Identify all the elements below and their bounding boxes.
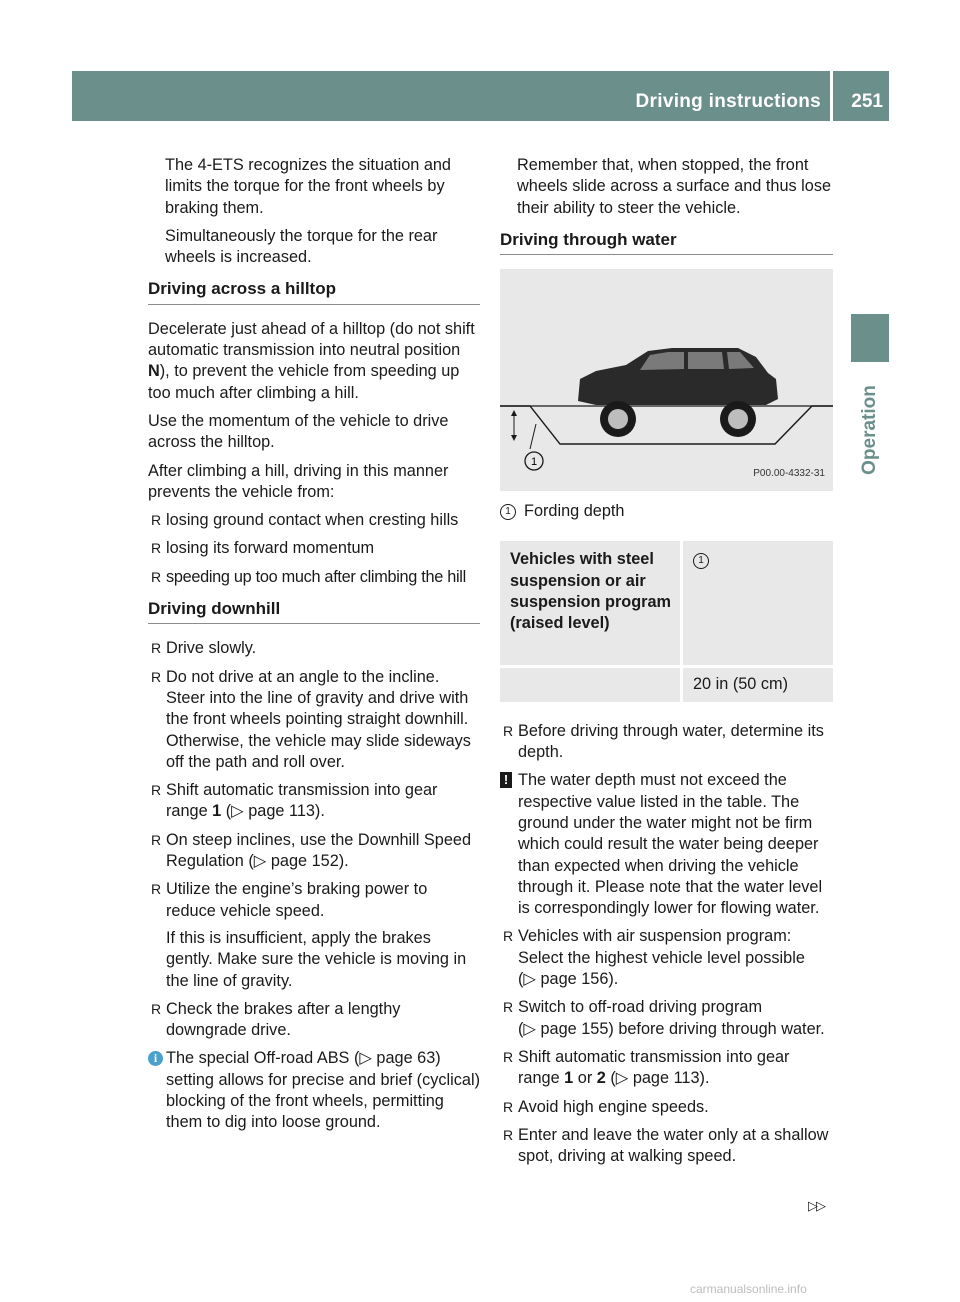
bullet-marker: R [151, 831, 162, 848]
vehicle-illustration [578, 348, 778, 437]
header-bar [72, 71, 889, 121]
table-row [500, 668, 833, 701]
page-ref-link[interactable]: (▷ page 113). [610, 1069, 710, 1088]
list-item: R Check the brakes after a lengthy downgrade drive. [151, 999, 401, 1040]
fording-diagram-svg [500, 269, 833, 491]
bullet-marker: R [503, 722, 514, 739]
list-item: R Enter and leave the water only at a shallow spot, driving at walking speed. [503, 1125, 829, 1166]
continued-arrow-icon: ▷▷ [808, 1198, 824, 1213]
bullet-marker: R [503, 999, 514, 1016]
page-ref-link[interactable]: (▷ page 113). [225, 802, 325, 821]
figure-caption: 1 Fording depth [500, 501, 833, 522]
table-row [500, 541, 833, 665]
list-item: R losing ground contact when cresting hills [148, 510, 480, 531]
bullet-marker: R [151, 640, 162, 657]
hilltop-para-2: Use the momentum of the vehicle to drive across the hilltop. [148, 411, 449, 452]
callout-1-icon: 1 [500, 504, 516, 520]
heading-downhill: Driving downhill [148, 598, 480, 624]
bullet-marker: R [151, 568, 161, 585]
side-tab-label: Operation [859, 385, 880, 475]
list-item: R Shift automatic transmission into gear range 1 or 2 (▷ page 113). [503, 1047, 790, 1088]
list-item-subtext: If this is insufficient, apply the brakes gently. Make sure the vehicle is moving in the line of gravity. [166, 928, 467, 990]
list-item: R Do not drive at an angle to the incline. Steer into the line of gravity and drive with the front wheels pointing straight downhill. Otherwise, the vehicle may slide sideways off the path and roll over. [151, 667, 471, 771]
header-divider [830, 71, 833, 121]
figure-code: P00.00-4332-31 [753, 467, 825, 479]
bullet-marker: R [151, 1000, 162, 1017]
page-ref-link[interactable]: (▷ page 152). [248, 852, 349, 871]
section-title: Driving instructions [635, 91, 821, 112]
right-column [500, 155, 833, 1174]
page-ref-link[interactable]: (▷ page 155) [518, 1019, 614, 1038]
warning-note: ! The water depth must not exceed the respective value listed in the table. The ground under the water might not be firm which could result the water being deeper than expected when driving the vehicle through it. Please note that the water level is correspondingly lower for flowing water. [500, 770, 833, 919]
list-item: R Shift automatic transmission into gear range 1 (▷ page 113). [151, 781, 438, 821]
right-intro: Remember that, when stopped, the front wheels slide across a surface and thus lose their ability to steer the vehicle. [517, 156, 832, 217]
bullet-marker: R [151, 512, 162, 529]
fording-depth-table [500, 538, 833, 704]
bullet-marker: R [503, 1098, 514, 1115]
bullet-marker: R [503, 1126, 514, 1143]
left-column [148, 155, 480, 1141]
list-item: R speeding up too much after climbing the hill [148, 567, 480, 588]
watermark: carmanualsonline.info [690, 1282, 807, 1296]
hilltop-para-3: After climbing a hill, driving in this manner prevents the vehicle from: [148, 461, 449, 501]
list-item: R losing its forward momentum [148, 538, 480, 559]
info-icon: i [148, 1051, 163, 1066]
intro-para-1: The 4-ETS recognizes the situation and limits the torque for the front wheels by braking them. [165, 156, 451, 217]
list-item: R Switch to off-road driving program (▷ page 155) before driving through water. [503, 998, 825, 1038]
bullet-marker: R [503, 1048, 514, 1065]
bullet-marker: R [151, 668, 162, 685]
bullet-marker: R [151, 782, 162, 799]
table-cell-empty [500, 668, 680, 701]
figure-callout-number: 1 [530, 456, 538, 469]
table-cell-depth: 20 in (50 cm) [680, 668, 833, 701]
table-header-cell: Vehicles with steel suspension or air suspension program (raised level) [500, 541, 680, 665]
bullet-marker: R [151, 540, 162, 557]
list-item: R Utilize the engine’s braking power to reduce vehicle speed. If this is insufficient, apply the brakes gently. Make sure the vehicle is moving in the line of gravity. [148, 879, 480, 991]
table-header-callout [680, 541, 833, 665]
bullet-marker: R [503, 928, 514, 945]
heading-hilltop: Driving across a hilltop [148, 278, 480, 304]
list-item: R Avoid high engine speeds. [500, 1097, 833, 1118]
list-item: R Vehicles with air suspension program: Select the highest vehicle level possible (▷ page 156). [503, 927, 805, 989]
heading-water: Driving through water [500, 229, 833, 255]
intro-para-2: Simultaneously the torque for the rear wheels is increased. [165, 226, 438, 267]
page-ref-link[interactable]: (▷ page 63) [353, 1049, 441, 1068]
info-note: i The special Off-road ABS (▷ page 63) setting allows for precise and brief (cyclical) blocking of the front wheels, permitting them to dig into loose ground. [148, 1048, 480, 1133]
list-item: R Before driving through water, determine its depth. [503, 721, 824, 762]
fording-depth-figure [500, 269, 833, 491]
bullet-marker: R [151, 881, 162, 898]
callout-1-icon: 1 [693, 553, 709, 569]
hilltop-para-1: Decelerate just ahead of a hilltop (do not shift automatic transmission into neutral position N), to prevent the vehicle from speeding up too much after climbing a hill. [148, 319, 475, 402]
warning-icon: ! [500, 772, 512, 788]
side-tab-marker [851, 314, 889, 362]
page-number: 251 [851, 91, 883, 112]
page-ref-link[interactable]: (▷ page 156). [518, 970, 619, 989]
list-item: R On steep inclines, use the Downhill Speed Regulation (▷ page 152). [151, 830, 472, 871]
list-item: R Drive slowly. [148, 638, 480, 659]
